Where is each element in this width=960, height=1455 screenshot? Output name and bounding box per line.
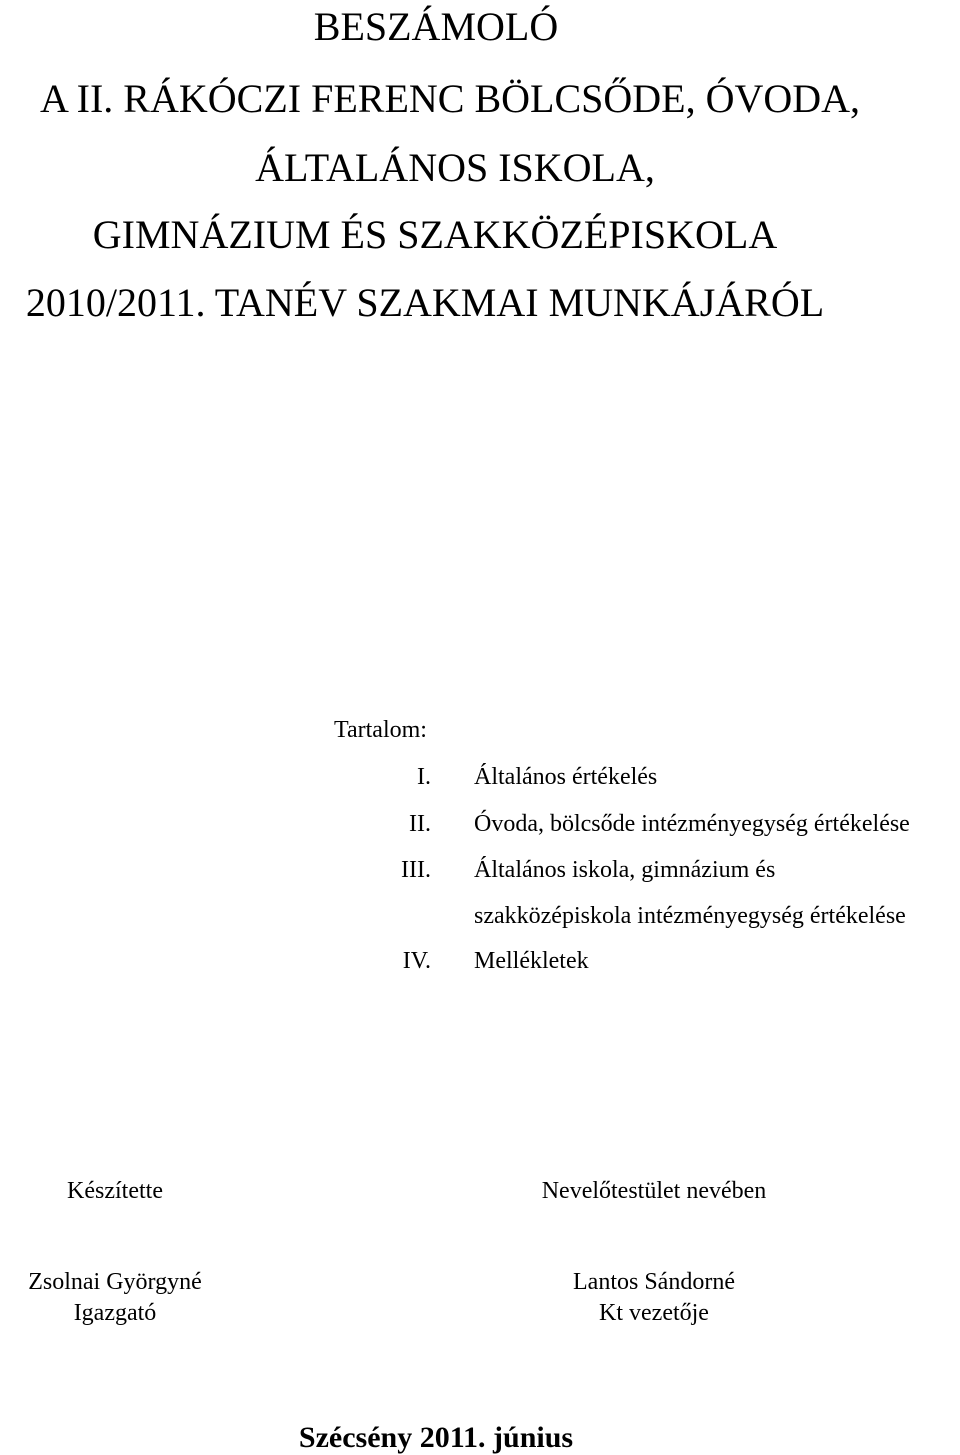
title-line-schoolyear: 2010/2011. TANÉV SZAKMAI MUNKÁJÁRÓL	[25, 280, 825, 325]
title-line-school: ÁLTALÁNOS ISKOLA,	[255, 145, 655, 190]
place-and-date	[0, 1421, 960, 1455]
signature-left-caption: Készítette	[67, 1178, 163, 1204]
toc-item-text: Óvoda, bölcsőde intézményegység értékelése	[474, 811, 910, 837]
signature-left-role: Igazgató	[73, 1300, 157, 1326]
toc-heading: Tartalom:	[334, 717, 427, 743]
signature-left-name: Zsolnai Györgyné	[28, 1269, 202, 1295]
title-line-report: BESZÁMOLÓ	[313, 4, 559, 49]
signature-right-caption: Nevelőtestület nevében	[541, 1178, 767, 1204]
toc-item-text: Általános iskola, gimnázium és	[474, 857, 776, 883]
place-and-date-text: Szécsény 2011. június	[298, 1421, 574, 1454]
title-line-gymnasium: GIMNÁZIUM ÉS SZAKKÖZÉPISKOLA	[92, 212, 778, 257]
toc-item-number: IV.	[402, 948, 431, 974]
toc-item-text: Általános értékelés	[474, 764, 658, 790]
toc-item-text: Mellékletek	[474, 948, 589, 974]
signature-right-name: Lantos Sándorné	[573, 1269, 735, 1295]
toc-item-number: III.	[401, 857, 431, 883]
title-line-institution: A II. RÁKÓCZI FERENC BÖLCSŐDE, ÓVODA,	[39, 76, 861, 121]
toc-item-text-continued: szakközépiskola intézményegység értékelése	[474, 903, 906, 929]
signature-right-role: Kt vezetője	[599, 1300, 709, 1326]
toc-item-number: I.	[417, 764, 431, 790]
toc-item-number: II.	[409, 811, 431, 837]
